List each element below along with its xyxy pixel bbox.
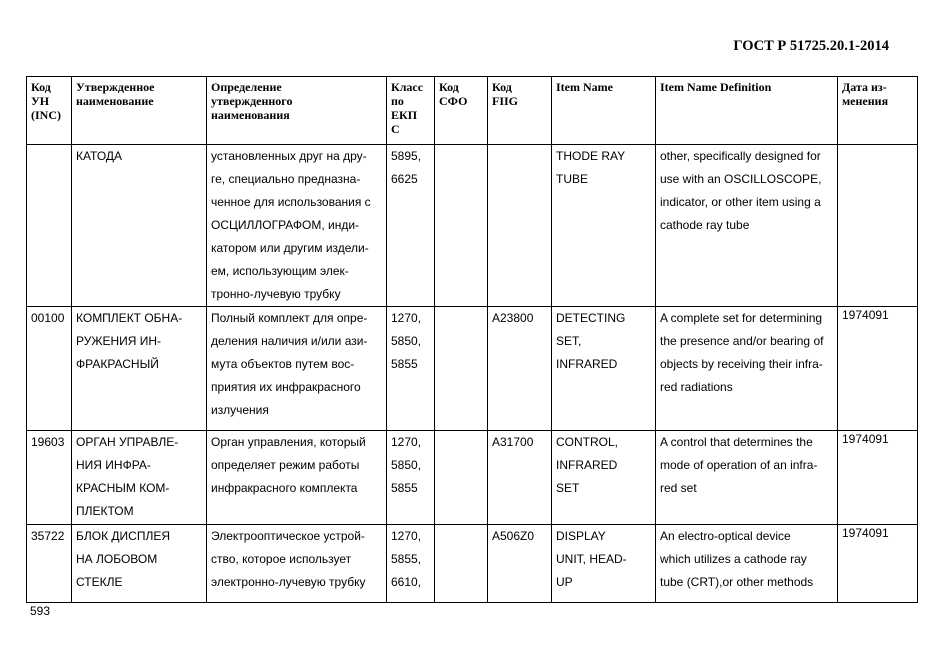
cell-value: 35722 <box>31 529 65 543</box>
col-item-name-header <box>552 77 656 145</box>
table-row <box>27 307 918 431</box>
cell-line: TUBE <box>556 172 589 186</box>
cell-line: DISPLAY <box>556 529 606 543</box>
col-sfo-cell <box>435 431 488 525</box>
cell-value: A23800 <box>492 311 534 325</box>
cell-line: установленных друг на дру- <box>211 149 367 163</box>
col-name-cell <box>72 145 207 307</box>
col-definition-cell <box>207 525 387 603</box>
cell-line: 1270, <box>391 435 422 449</box>
col-inc-cell <box>27 431 72 525</box>
cell-line: objects by receiving their infra- <box>660 357 823 371</box>
cell-line: THODE RAY <box>556 149 626 163</box>
cell-line: деления наличия и/или ази- <box>211 334 368 348</box>
col-date-cell <box>838 307 918 431</box>
col-item-def-cell <box>656 525 838 603</box>
col-date-header <box>838 77 918 145</box>
cell-line: НИЯ ИНФРА- <box>76 458 151 472</box>
cell-line: 6625 <box>391 172 418 186</box>
cell-value: 1974091 <box>842 308 889 322</box>
col-item-name-cell <box>552 525 656 603</box>
cell-line: СТЕКЛЕ <box>76 575 123 589</box>
col-definition-cell <box>207 431 387 525</box>
cell-line: indicator, or other item using a <box>660 195 821 209</box>
cell-value: 1974091 <box>842 526 889 540</box>
col-item-name-cell <box>552 145 656 307</box>
cell-line: tube (CRT),or other methods <box>660 575 814 589</box>
header-line: Утвержденное <box>76 80 155 94</box>
cell-line: Полный комплект для опре- <box>211 311 368 325</box>
header-line: СФО <box>439 94 468 108</box>
cell-line: излучения <box>211 403 269 417</box>
cell-line: A control that determines the <box>660 435 813 449</box>
cell-line: red set <box>660 481 697 495</box>
col-date-cell <box>838 145 918 307</box>
cell-line: SET <box>556 481 580 495</box>
cell-line: катором или другим издели- <box>211 241 369 255</box>
col-date-cell <box>838 431 918 525</box>
cell-line: Электрооптическое устрой- <box>211 529 365 543</box>
cell-line: БЛОК ДИСПЛЕЯ <box>76 529 170 543</box>
header-line: утвержденного <box>211 94 293 108</box>
cell-line: the presence and/or bearing of <box>660 334 824 348</box>
cell-line: ПЛЕКТОМ <box>76 504 134 518</box>
col-class-cell <box>387 431 435 525</box>
cell-line: КАТОДА <box>76 149 123 163</box>
header-line: Код <box>439 80 459 94</box>
col-item-def-header <box>656 77 838 145</box>
cell-line: ге, специально предназна- <box>211 172 361 186</box>
col-fiig-cell <box>488 145 552 307</box>
cell-line: приятия их инфракрасного <box>211 380 361 394</box>
col-definition-cell <box>207 145 387 307</box>
cell-value: A31700 <box>492 435 534 449</box>
table-row <box>27 145 918 307</box>
cell-value: 00100 <box>31 311 65 325</box>
col-fiig-header <box>488 77 552 145</box>
col-name-cell <box>72 307 207 431</box>
header-line: С <box>391 122 400 136</box>
col-class-cell <box>387 307 435 431</box>
cell-line: РУЖЕНИЯ ИН- <box>76 334 162 348</box>
col-inc-header <box>27 77 72 145</box>
col-fiig-cell <box>488 307 552 431</box>
cell-line: НА ЛОБОВОМ <box>76 552 158 566</box>
header-line: Код <box>31 80 51 94</box>
col-item-name-cell <box>552 431 656 525</box>
cell-line: CONTROL, <box>556 435 619 449</box>
cell-line: ем, использующим элек- <box>211 264 349 278</box>
cell-line: red radiations <box>660 380 733 394</box>
header-row <box>27 77 918 145</box>
header-line: по <box>391 94 404 108</box>
cell-line: SET, <box>556 334 582 348</box>
cell-line: 5855 <box>391 481 418 495</box>
table-row <box>27 431 918 525</box>
cell-line: ство, которое использует <box>211 552 352 566</box>
cell-line: инфракрасного комплекта <box>211 481 358 495</box>
header-line: Класс <box>391 80 424 94</box>
table-body <box>27 145 918 603</box>
col-definition-cell <box>207 307 387 431</box>
col-class-header <box>387 77 435 145</box>
header-line: Item Name <box>556 80 613 94</box>
cell-line: КОМПЛЕКТ ОБНА- <box>76 311 183 325</box>
col-class-cell <box>387 525 435 603</box>
col-date-cell <box>838 525 918 603</box>
cell-line: DETECTING <box>556 311 626 325</box>
cell-line: which utilizes a cathode ray <box>660 552 807 566</box>
cell-line: электронно-лучевую трубку <box>211 575 366 589</box>
cell-line: 5855 <box>391 357 418 371</box>
col-definition-header <box>207 77 387 145</box>
cell-line: 5895, <box>391 149 422 163</box>
col-fiig-cell <box>488 431 552 525</box>
cell-line: 1270, <box>391 529 422 543</box>
cell-line: мута объектов путем вос- <box>211 357 355 371</box>
cell-line: ОРГАН УПРАВЛЕ- <box>76 435 179 449</box>
col-sfo-cell <box>435 145 488 307</box>
cell-line: A complete set for determining <box>660 311 823 325</box>
cell-line: 5855, <box>391 552 422 566</box>
cell-line: INFRARED <box>556 458 618 472</box>
header-line: ЕКП <box>391 108 418 122</box>
cell-line: ОСЦИЛЛОГРАФОМ, инди- <box>211 218 360 232</box>
cell-line: mode of operation of an infra- <box>660 458 818 472</box>
cell-value: 19603 <box>31 435 65 449</box>
header-line: УН <box>31 94 50 108</box>
header-line: Определение <box>211 80 282 94</box>
cell-line: other, specifically designed for <box>660 149 821 163</box>
header-line: Дата из- <box>842 80 887 94</box>
cell-line: 1270, <box>391 311 422 325</box>
nomenclature-table <box>26 76 918 603</box>
standard-number: ГОСТ Р 51725.20.1-2014 <box>733 38 889 54</box>
cell-line: UNIT, HEAD- <box>556 552 627 566</box>
cell-line: 6610, <box>391 575 422 589</box>
header-line: менения <box>842 94 889 108</box>
cell-value: 1974091 <box>842 432 889 446</box>
cell-line: 5850, <box>391 334 422 348</box>
cell-value: A506Z0 <box>492 529 535 543</box>
cell-line: ченное для использования с <box>211 195 371 209</box>
header-line: (INC) <box>31 108 61 122</box>
col-item-name-cell <box>552 307 656 431</box>
page-number: 593 <box>30 604 51 618</box>
cell-line: An electro-optical device <box>660 529 791 543</box>
col-sfo-cell <box>435 307 488 431</box>
cell-line: КРАСНЫМ КОМ- <box>76 481 170 495</box>
col-inc-cell <box>27 525 72 603</box>
header-line: FIIG <box>492 94 519 108</box>
col-fiig-cell <box>488 525 552 603</box>
cell-line: определяет режим работы <box>211 458 360 472</box>
cell-line: cathode ray tube <box>660 218 750 232</box>
header-line: наименование <box>76 94 154 108</box>
header-line: Item Name Definition <box>660 80 772 94</box>
header-line: наименования <box>211 108 290 122</box>
col-item-def-cell <box>656 145 838 307</box>
cell-line: Орган управления, который <box>211 435 366 449</box>
col-name-cell <box>72 525 207 603</box>
table-row <box>27 525 918 603</box>
cell-line: UP <box>556 575 573 589</box>
header-line: Код <box>492 80 512 94</box>
cell-line: ФРАКРАСНЫЙ <box>76 357 159 371</box>
cell-line: use with an OSCILLOSCOPE, <box>660 172 822 186</box>
col-name-header <box>72 77 207 145</box>
col-name-cell <box>72 431 207 525</box>
cell-line: тронно-лучевую трубку <box>211 287 341 301</box>
col-sfo-header <box>435 77 488 145</box>
col-inc-cell <box>27 145 72 307</box>
col-inc-cell <box>27 307 72 431</box>
col-item-def-cell <box>656 307 838 431</box>
col-item-def-cell <box>656 431 838 525</box>
cell-line: 5850, <box>391 458 422 472</box>
col-class-cell <box>387 145 435 307</box>
col-sfo-cell <box>435 525 488 603</box>
cell-line: INFRARED <box>556 357 618 371</box>
